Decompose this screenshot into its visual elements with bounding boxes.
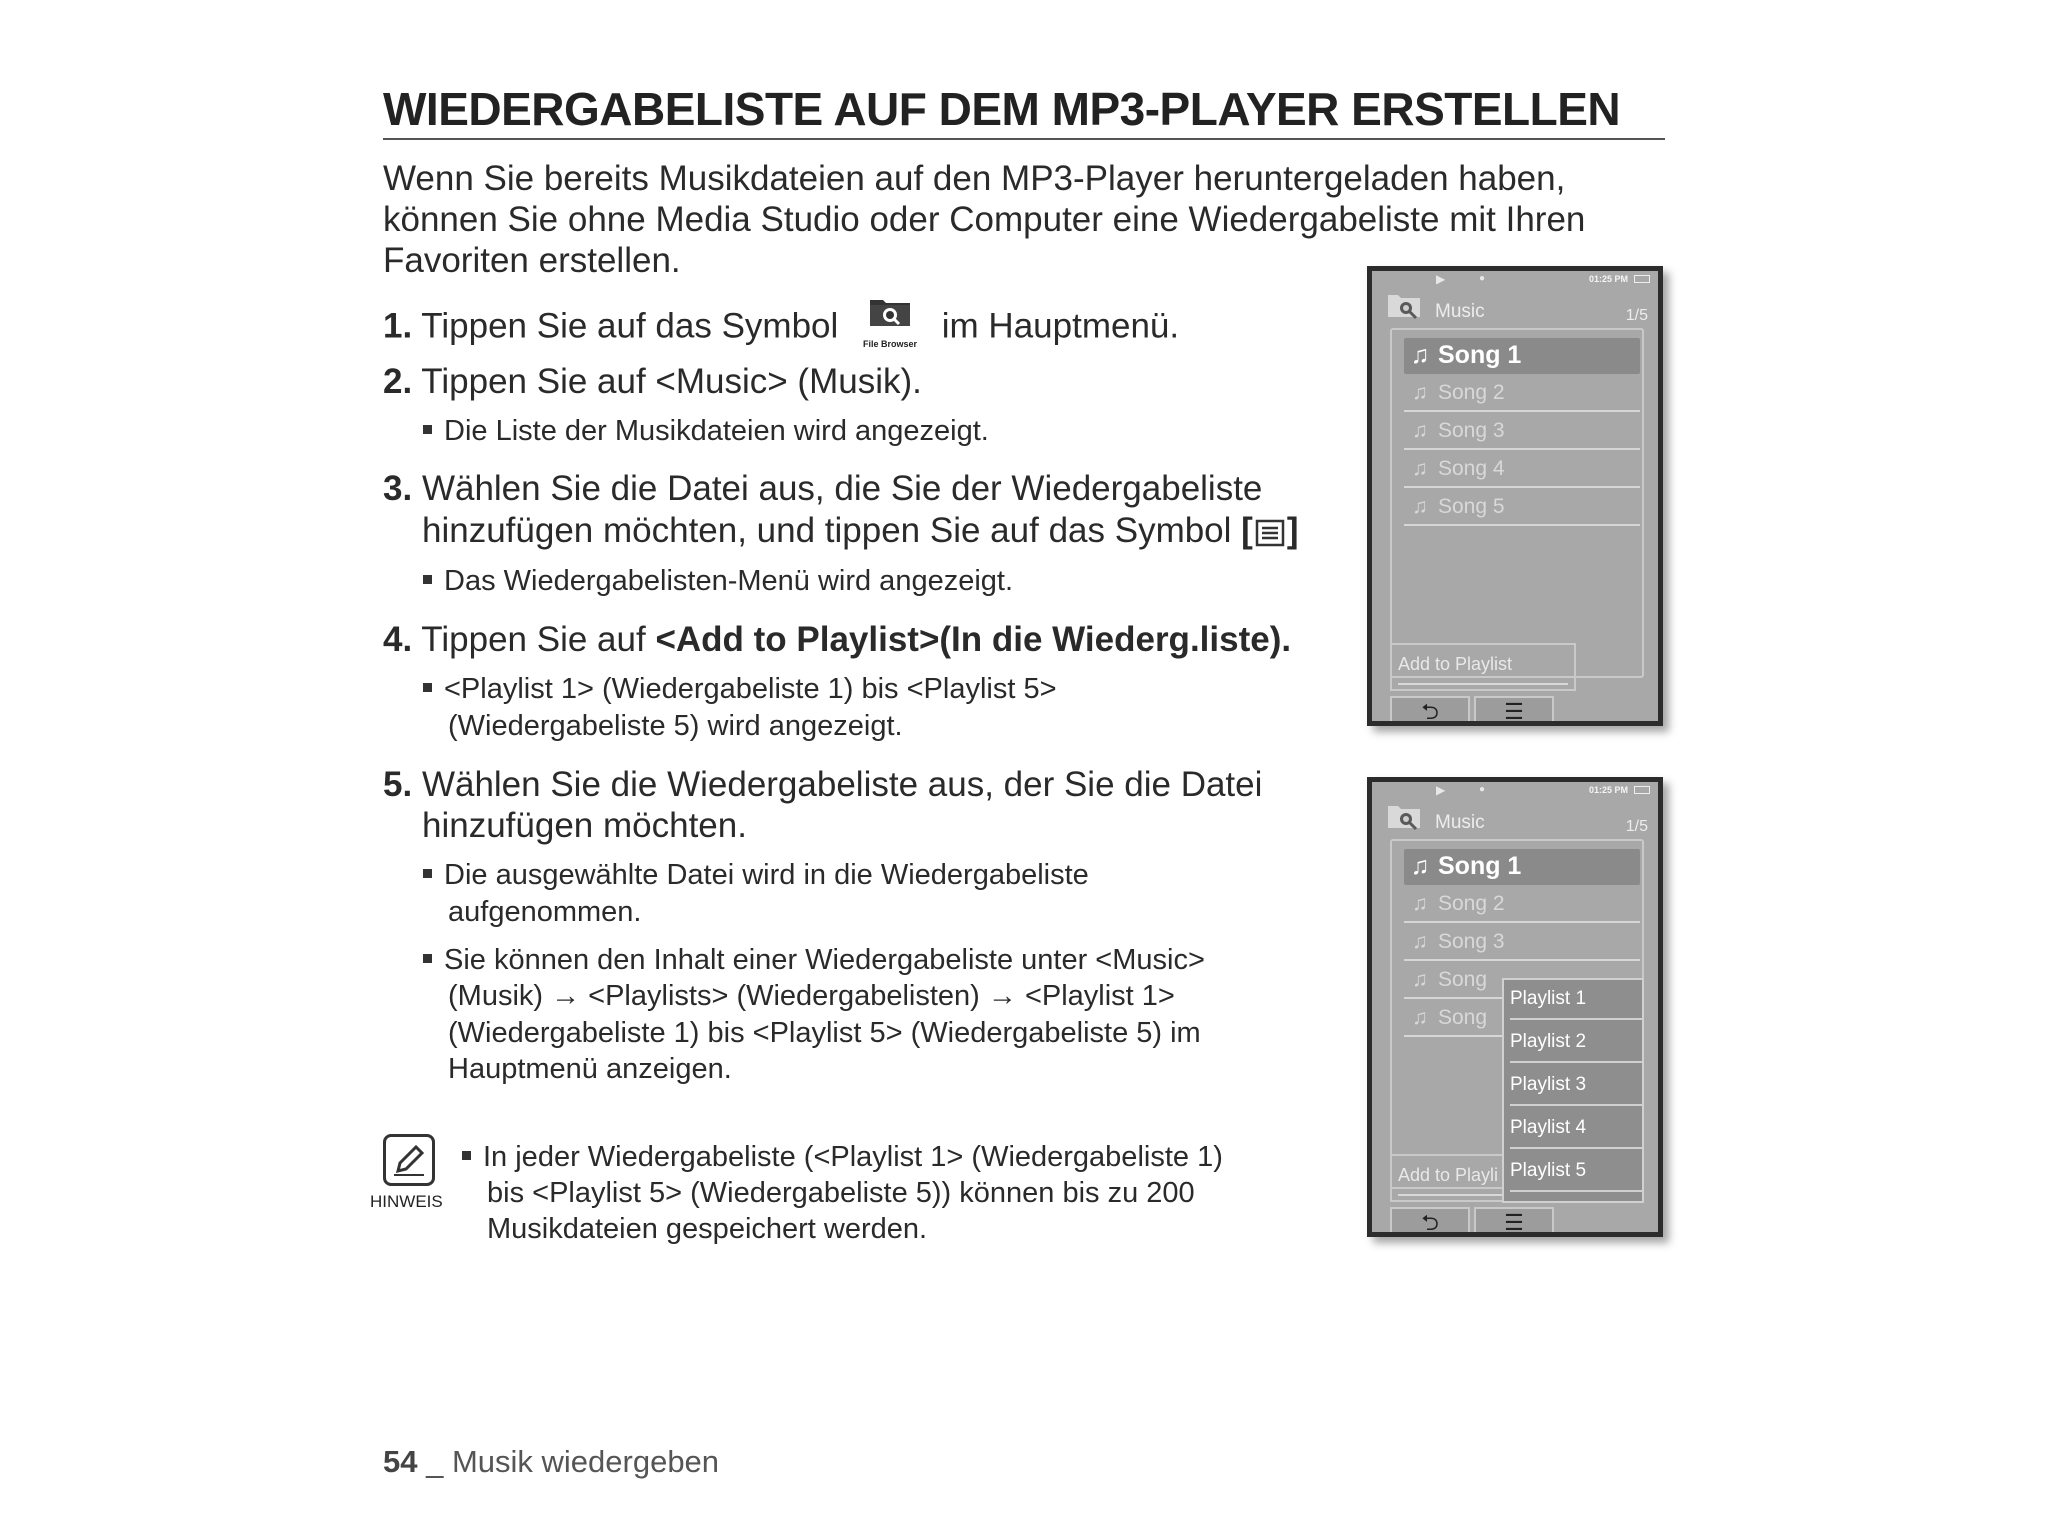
- list-item[interactable]: [1404, 887, 1640, 923]
- play-icon: ▶: [1436, 272, 1446, 286]
- song-title: Song 3: [1438, 419, 1505, 442]
- step-number: 2.: [383, 362, 413, 401]
- detail-text: Die ausgewählte Datei wird in die Wiedergabeliste: [444, 859, 1089, 891]
- bullet-square: [423, 575, 432, 584]
- menu-list-icon: [1255, 519, 1285, 547]
- note-text-cont: [487, 1175, 1195, 1211]
- menu-button[interactable]: ☰: [1474, 1207, 1554, 1232]
- status-time: 01:25 PM: [1588, 274, 1628, 284]
- add-to-playlist-option[interactable]: Add to Playlist: [1390, 643, 1576, 691]
- step-text: Tippen Sie auf das Symbol: [421, 306, 839, 346]
- step-5-detail-b-cont: [448, 1015, 1201, 1051]
- page-number: 54: [383, 1444, 418, 1479]
- note-text: [462, 1139, 1223, 1175]
- detail-text: Die Liste der Musikdateien wird angezeigt.: [444, 415, 989, 447]
- music-note-icon: ♫: [1412, 381, 1428, 404]
- device-screen: [1372, 782, 1658, 1232]
- song-title: Song: [1438, 1006, 1488, 1029]
- track-count: 1/5: [1625, 307, 1648, 324]
- music-note-icon: ♫: [1410, 852, 1430, 880]
- bracket-close: ]: [1286, 511, 1299, 550]
- back-button[interactable]: ⮌: [1390, 696, 1470, 721]
- note-line: In jeder Wiedergabeliste (<Playlist 1> (Wiedergabeliste 1): [483, 1141, 1223, 1173]
- step-5-detail-b-cont: [448, 978, 1175, 1014]
- step-number: 4.: [383, 620, 413, 659]
- intro-paragraph: [383, 158, 1683, 281]
- step-number: 5.: [383, 765, 413, 804]
- list-item[interactable]: [1404, 925, 1640, 961]
- step-text: hinzufügen möchten, und tippen Sie auf das Symbol: [422, 511, 1232, 550]
- music-note-icon: ♫: [1412, 930, 1428, 953]
- step-5-line2: [422, 805, 747, 846]
- song-title: Song 4: [1438, 457, 1505, 480]
- list-item[interactable]: [1404, 338, 1640, 374]
- status-bar: [1372, 782, 1658, 798]
- intro-line: Favoriten erstellen.: [383, 241, 681, 280]
- step-number: 3.: [383, 469, 413, 508]
- status-bar: [1372, 271, 1658, 287]
- step-5: [383, 764, 1262, 805]
- header-title: Music: [1435, 301, 1485, 322]
- intro-line: Wenn Sie bereits Musikdateien auf den MP3-Player heruntergeladen haben,: [383, 159, 1566, 198]
- step-3-line2: [422, 510, 1298, 551]
- step-3-detail: [423, 563, 1013, 599]
- detail-text: (Wiedergabeliste 1) bis <Playlist 5> (Wiedergabeliste 5) im: [448, 1017, 1201, 1049]
- detail-text: Sie können den Inhalt einer Wiedergabeliste unter <Music>: [444, 944, 1205, 976]
- page-title: WIEDERGABELISTE AUF DEM MP3-PLAYER ERSTELLEN: [383, 83, 1621, 135]
- music-note-icon: ♫: [1410, 341, 1430, 369]
- footer-separator: _: [417, 1444, 452, 1479]
- detail-text: <Playlist 1> (Wiedergabeliste 1) bis <Playlist 5>: [444, 673, 1057, 705]
- playlist-menu-item[interactable]: Playlist 2: [1510, 1023, 1642, 1063]
- detail-text: Das Wiedergabelisten-Menü wird angezeigt.: [444, 565, 1014, 597]
- step-text: im Hauptmenü.: [941, 306, 1180, 346]
- step-5-detail-b-cont: [448, 1051, 732, 1087]
- step-text: Wählen Sie die Wiedergabeliste aus, der Sie die Datei: [421, 765, 1263, 804]
- music-note-icon: ♫: [1412, 419, 1428, 442]
- title-divider: [383, 138, 1665, 140]
- file-browser-caption: File Browser: [863, 339, 918, 349]
- bracket-open: [: [1241, 511, 1253, 550]
- list-item[interactable]: [1404, 849, 1640, 885]
- list-item[interactable]: [1404, 452, 1640, 488]
- step-2: [383, 361, 922, 402]
- file-browser-icon: [1386, 800, 1424, 832]
- menu-symbol: [1241, 510, 1298, 551]
- step-2-detail: [423, 413, 989, 449]
- playlist-menu-item[interactable]: Playlist 5: [1510, 1152, 1642, 1192]
- note-pencil-icon: [383, 1134, 435, 1186]
- device-screenshot-song-list: [1367, 266, 1663, 726]
- status-indicator-icon: ●: [1479, 273, 1486, 284]
- bullet-square: [423, 954, 432, 963]
- note-text-cont: [487, 1211, 927, 1247]
- detail-text: (Musik) → <Playlists> (Wiedergabelisten) → <Playlist 1>: [448, 980, 1175, 1012]
- detail-text: Hauptmenü anzeigen.: [448, 1053, 732, 1085]
- song-title: Song 1: [1438, 852, 1522, 880]
- detail-text: aufgenommen.: [448, 896, 642, 928]
- list-item[interactable]: [1404, 414, 1640, 450]
- step-text: Wählen Sie die Datei aus, die Sie der Wiedergabeliste: [421, 469, 1263, 508]
- step-text: Tippen Sie auf: [421, 620, 656, 659]
- battery-icon: [1634, 275, 1650, 283]
- file-browser-icon: [862, 294, 918, 350]
- song-list: [1390, 328, 1644, 678]
- song-title: Song 2: [1438, 381, 1505, 404]
- music-note-icon: ♫: [1412, 968, 1428, 991]
- menu-button[interactable]: ☰: [1474, 696, 1554, 721]
- song-title: Song 5: [1438, 495, 1505, 518]
- step-1: [383, 300, 1179, 356]
- step-5-detail-a: [423, 857, 1089, 893]
- step-text: Tippen Sie auf <Music> (Musik).: [421, 362, 922, 401]
- bullet-square: [462, 1151, 471, 1160]
- footer-section: Musik wiedergeben: [451, 1444, 720, 1479]
- playlist-menu-item[interactable]: Playlist 3: [1510, 1066, 1642, 1106]
- playlist-menu-item[interactable]: Playlist 4: [1510, 1109, 1642, 1149]
- step-text: hinzufügen möchten.: [422, 806, 747, 845]
- back-button[interactable]: ⮌: [1390, 1207, 1470, 1232]
- music-note-icon: ♫: [1412, 1006, 1428, 1029]
- music-note-icon: ♫: [1412, 457, 1428, 480]
- song-title: Song 3: [1438, 930, 1505, 953]
- track-count: 1/5: [1625, 818, 1648, 835]
- step-3: [383, 468, 1262, 509]
- status-time: 01:25 PM: [1588, 785, 1628, 795]
- file-browser-icon: [1386, 289, 1424, 321]
- step-4-detail-cont: [448, 708, 903, 744]
- step-bold-text: <Add to Playlist>(In die Wiederg.liste).: [655, 620, 1292, 659]
- music-note-icon: ♫: [1412, 495, 1428, 518]
- step-5-detail-a-cont: [448, 894, 641, 930]
- device-screen: [1372, 271, 1658, 721]
- intro-line: können Sie ohne Media Studio oder Computer eine Wiedergabeliste mit Ihren: [383, 200, 1586, 239]
- note-line: bis <Playlist 5> (Wiedergabeliste 5)) können bis zu 200: [487, 1177, 1195, 1209]
- note-label: HINWEIS: [370, 1192, 443, 1211]
- playlist-popup-menu: [1502, 978, 1644, 1203]
- bullet-square: [423, 683, 432, 692]
- bullet-square: [423, 425, 432, 434]
- music-note-icon: ♫: [1412, 892, 1428, 915]
- song-title: Song: [1438, 968, 1488, 991]
- bullet-square: [423, 869, 432, 878]
- song-title: Song 1: [1438, 341, 1522, 369]
- list-item[interactable]: [1404, 490, 1640, 526]
- add-to-playlist-option[interactable]: Add to Playli: [1390, 1154, 1576, 1202]
- detail-text: (Wiedergabeliste 5) wird angezeigt.: [448, 710, 903, 742]
- step-4-detail: [423, 671, 1057, 707]
- song-title: Song 2: [1438, 892, 1505, 915]
- device-screenshot-playlist-menu: [1367, 777, 1663, 1237]
- play-icon: ▶: [1436, 783, 1446, 797]
- battery-icon: [1634, 786, 1650, 794]
- playlist-menu-item[interactable]: Playlist 1: [1510, 980, 1642, 1020]
- step-number: 1.: [383, 306, 413, 346]
- note-line: Musikdateien gespeichert werden.: [487, 1213, 928, 1245]
- step-4: [383, 619, 1291, 660]
- page-footer: [383, 1444, 719, 1480]
- header-title: Music: [1435, 812, 1485, 833]
- list-item[interactable]: [1404, 376, 1640, 412]
- status-indicator-icon: ●: [1479, 784, 1486, 795]
- step-5-detail-b: [423, 942, 1205, 978]
